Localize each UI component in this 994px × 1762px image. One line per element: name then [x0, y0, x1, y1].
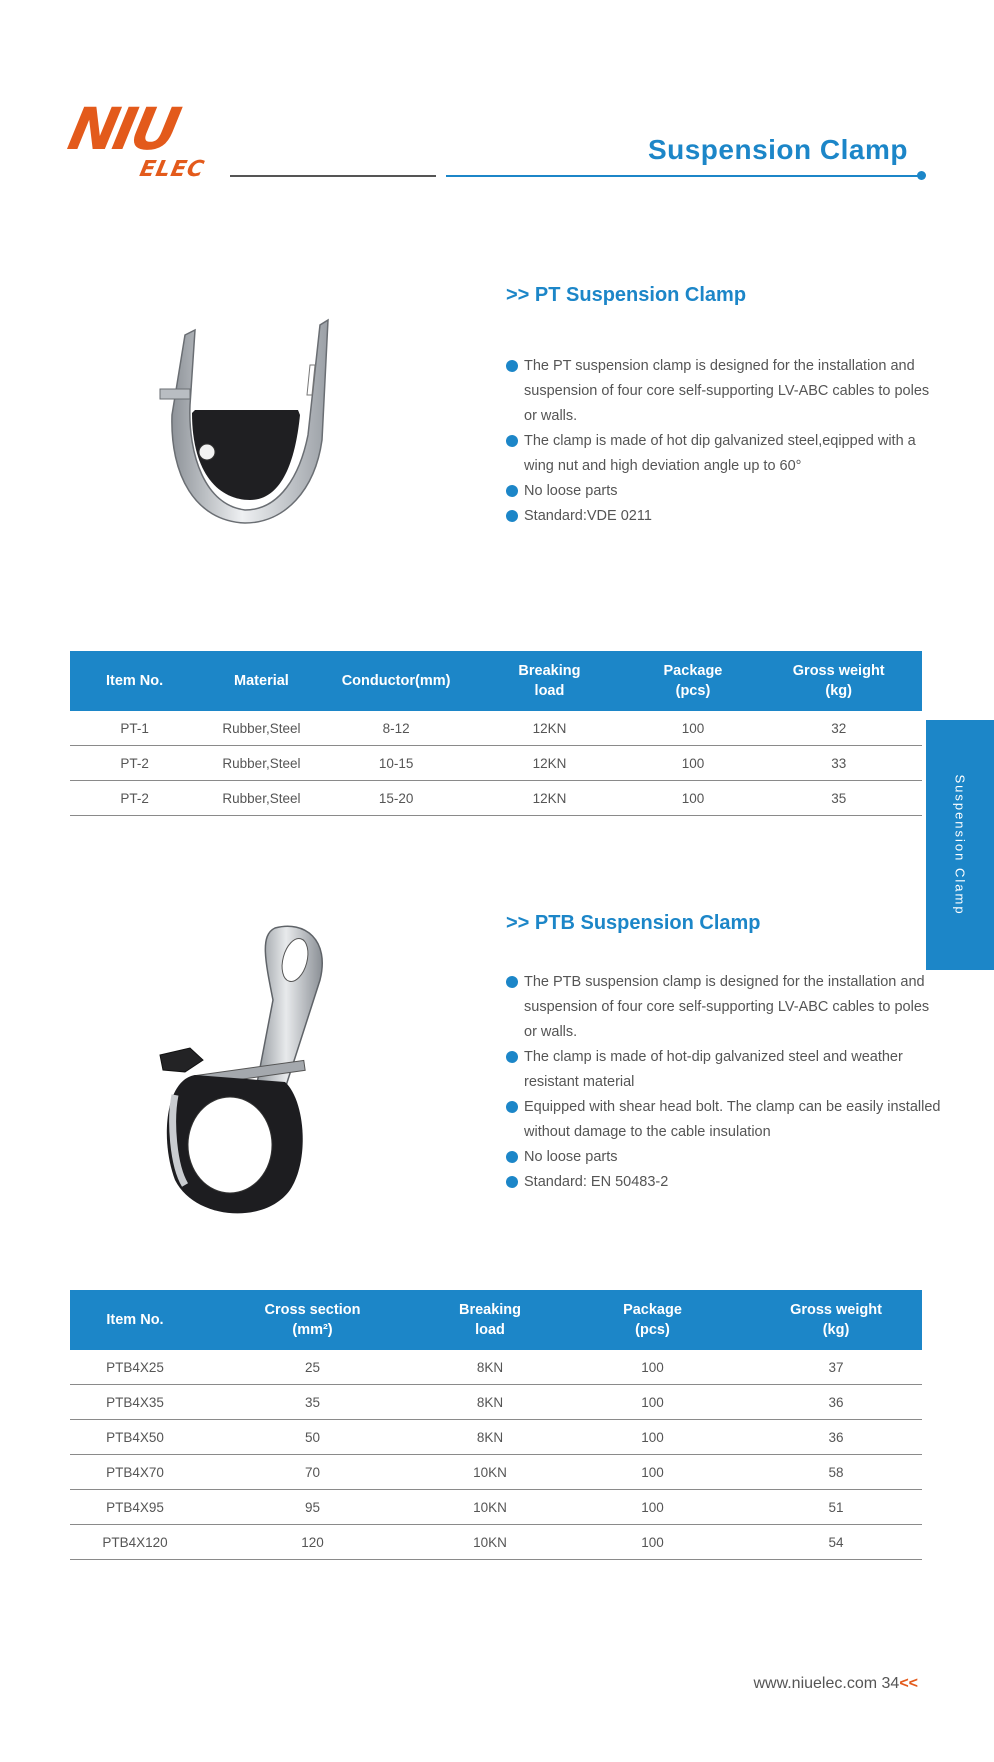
table-cell: Rubber,Steel — [199, 781, 324, 816]
col-header-package: Package (pcs) — [630, 651, 755, 711]
table-cell: 100 — [555, 1490, 750, 1525]
logo-wordmark: NIU — [62, 95, 183, 163]
col-header-breaking-load: Breaking load — [468, 651, 630, 711]
col-header-gross-weight: Gross weight (kg) — [755, 651, 922, 711]
table-cell: 36 — [750, 1420, 922, 1455]
table-cell: 51 — [750, 1490, 922, 1525]
table-cell: 100 — [555, 1420, 750, 1455]
col-header-conductor: Conductor(mm) — [324, 651, 469, 711]
table-cell: 12KN — [468, 746, 630, 781]
table-row — [70, 1420, 922, 1455]
list-item: Equipped with shear head bolt. The clamp can be easily installed without damage to the cable insulation — [506, 1095, 946, 1145]
table-cell: 8KN — [425, 1350, 555, 1385]
table-header-row — [70, 651, 922, 711]
col-header-item-no: Item No. — [70, 651, 199, 711]
table-cell: 10-15 — [324, 746, 469, 781]
col-header-item-no: Item No. — [70, 1290, 200, 1350]
table-row — [70, 711, 922, 746]
col-header-gross-weight: Gross weight (kg) — [750, 1290, 922, 1350]
table-cell: 70 — [200, 1455, 425, 1490]
table-cell: 10KN — [425, 1455, 555, 1490]
ptb-section-title: >> PTB Suspension Clamp — [506, 912, 761, 934]
table-cell: 10KN — [425, 1490, 555, 1525]
table-cell: 95 — [200, 1490, 425, 1525]
table-row — [70, 1525, 922, 1560]
table-cell: 33 — [755, 746, 922, 781]
table-cell: 120 — [200, 1525, 425, 1560]
table-cell: 15-20 — [324, 781, 469, 816]
table-cell: 100 — [630, 711, 755, 746]
bullet-icon — [506, 485, 518, 497]
table-cell: PTB4X95 — [70, 1490, 200, 1525]
list-item: No loose parts — [506, 479, 946, 504]
table-cell: 58 — [750, 1455, 922, 1490]
pt-section-title: >> PT Suspension Clamp — [506, 284, 747, 306]
table-cell: PT-2 — [70, 746, 199, 781]
table-cell: 35 — [200, 1385, 425, 1420]
table-cell: PTB4X120 — [70, 1525, 200, 1560]
table-cell: 32 — [755, 711, 922, 746]
list-item: The clamp is made of hot dip galvanized steel,eqipped with a wing nut and high deviation angle up to 60° — [506, 429, 946, 479]
page-number: 34 — [881, 1675, 900, 1692]
ptb-clamp-image — [155, 920, 335, 1230]
table-cell: 35 — [755, 781, 922, 816]
table-cell: Rubber,Steel — [199, 746, 324, 781]
table-header-row — [70, 1290, 922, 1350]
table-cell: 54 — [750, 1525, 922, 1560]
ptb-feature-list — [506, 970, 946, 1195]
table-cell: 10KN — [425, 1525, 555, 1560]
table-row — [70, 1385, 922, 1420]
table-cell: 12KN — [468, 711, 630, 746]
col-header-package: Package (pcs) — [555, 1290, 750, 1350]
list-item: Standard: EN 50483-2 — [506, 1170, 946, 1195]
table-cell: 100 — [555, 1525, 750, 1560]
table-cell: PTB4X35 — [70, 1385, 200, 1420]
pt-clamp-image — [150, 305, 330, 535]
table-cell: 37 — [750, 1350, 922, 1385]
table-cell: PTB4X70 — [70, 1455, 200, 1490]
page-title: Suspension Clamp — [647, 134, 908, 165]
brand-logo — [62, 95, 230, 190]
table-cell: 100 — [630, 746, 755, 781]
list-item: Standard:VDE 0211 — [506, 504, 946, 529]
table-cell: 100 — [555, 1385, 750, 1420]
bullet-icon — [506, 976, 518, 988]
bullet-icon — [506, 1101, 518, 1113]
bullet-icon — [506, 510, 518, 522]
bullet-icon — [506, 1176, 518, 1188]
pt-spec-table — [70, 651, 922, 816]
table-cell: 12KN — [468, 781, 630, 816]
page-footer — [753, 1675, 918, 1693]
table-cell: 25 — [200, 1350, 425, 1385]
table-row — [70, 1455, 922, 1490]
table-cell: 50 — [200, 1420, 425, 1455]
table-cell: 36 — [750, 1385, 922, 1420]
bullet-icon — [506, 1151, 518, 1163]
ptb-spec-table — [70, 1290, 922, 1560]
header-divider-dot — [917, 171, 926, 180]
table-cell: PT-2 — [70, 781, 199, 816]
col-header-breaking-load: Breaking load — [425, 1290, 555, 1350]
table-row — [70, 781, 922, 816]
table-cell: 100 — [555, 1350, 750, 1385]
list-item: The PT suspension clamp is designed for the installation and suspension of four core self-supporting LV-ABC cables to poles or walls. — [506, 354, 946, 429]
table-row — [70, 1490, 922, 1525]
pt-feature-list — [506, 354, 946, 529]
bullet-icon — [506, 435, 518, 447]
table-cell: 100 — [630, 781, 755, 816]
table-cell: 8-12 — [324, 711, 469, 746]
list-item: The PTB suspension clamp is designed for the installation and suspension of four core self-supporting LV-ABC cables to poles or walls. — [506, 970, 946, 1045]
col-header-cross-section: Cross section (mm²) — [200, 1290, 425, 1350]
table-cell: PTB4X50 — [70, 1420, 200, 1455]
bullet-icon — [506, 1051, 518, 1063]
table-cell: PT-1 — [70, 711, 199, 746]
list-item: The clamp is made of hot-dip galvanized steel and weather resistant material — [506, 1045, 946, 1095]
col-header-material: Material — [199, 651, 324, 711]
table-cell: 8KN — [425, 1385, 555, 1420]
table-row — [70, 1350, 922, 1385]
list-item: No loose parts — [506, 1145, 946, 1170]
table-cell: 8KN — [425, 1420, 555, 1455]
table-row — [70, 746, 922, 781]
table-cell: Rubber,Steel — [199, 711, 324, 746]
header-divider-left — [230, 175, 436, 177]
bullet-icon — [506, 360, 518, 372]
side-category-tab — [926, 720, 994, 970]
table-cell: 100 — [555, 1455, 750, 1490]
double-chevron-left-icon: << — [899, 1675, 918, 1692]
side-tab-label: Suspension Clamp — [952, 774, 968, 916]
website-link[interactable]: www.niuelec.com — [753, 1675, 878, 1692]
header-divider-right — [446, 175, 922, 177]
table-cell: PTB4X25 — [70, 1350, 200, 1385]
logo-subtext: ELEC — [137, 157, 207, 182]
